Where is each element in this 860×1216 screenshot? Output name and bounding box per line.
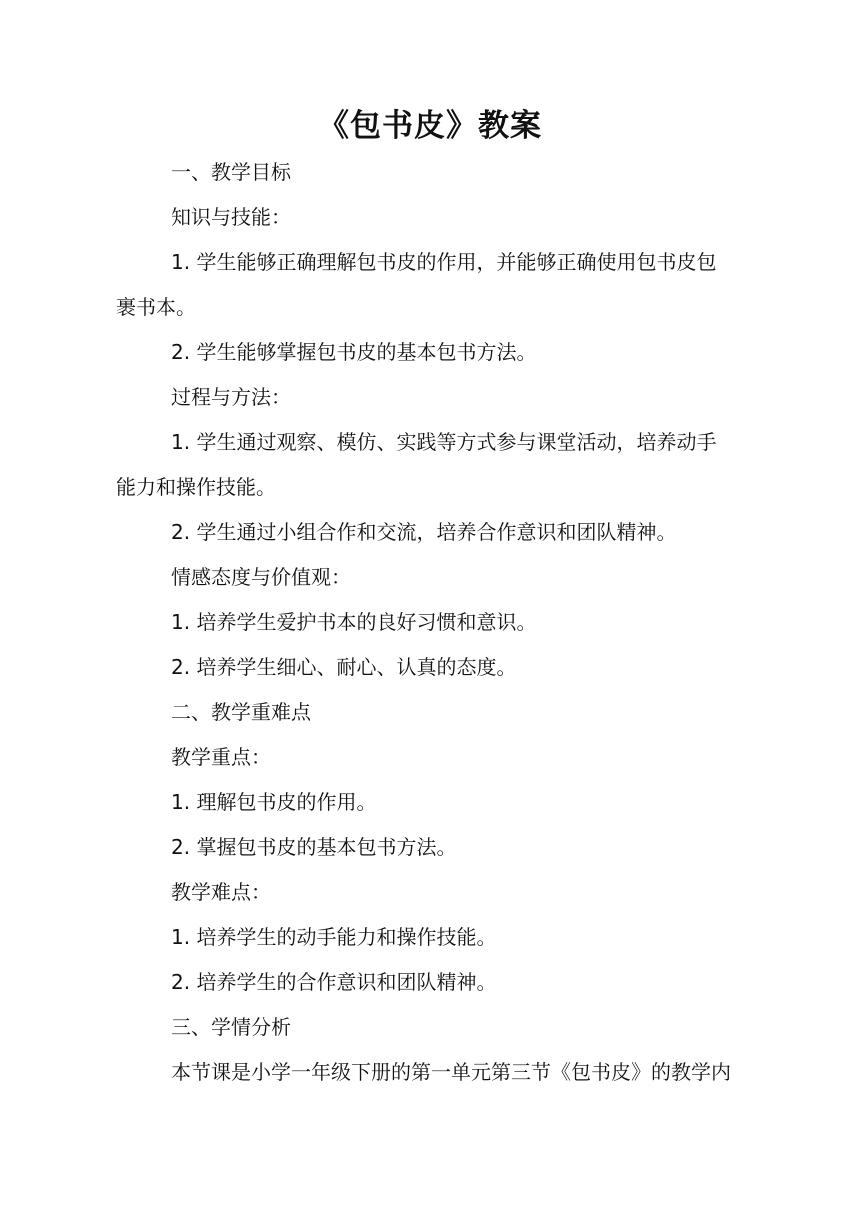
paragraph-item: 2. 培养学生的合作意识和团队精神。 [171,970,497,994]
subheading-knowledge-skills: 知识与技能： [171,205,291,229]
paragraph-item: 本节课是小学一年级下册的第一单元第三节《包书皮》的教学内 [171,1060,731,1084]
subheading-attitudes-values: 情感态度与价值观： [171,565,351,589]
subheading-difficulties: 教学难点： [171,880,271,904]
subheading-key-points: 教学重点： [171,745,271,769]
section-heading-key-points: 二、教学重难点 [171,700,311,724]
paragraph-item: 1. 培养学生的动手能力和操作技能。 [171,925,497,949]
paragraph-item: 1. 学生通过观察、模仿、实践等方式参与课堂活动，培养动手能力和操作技能。 [116,430,717,499]
section-heading-objectives: 一、教学目标 [171,160,291,184]
document-title: 《包书皮》教案 [318,108,542,144]
section-heading-student-analysis: 三、学情分析 [171,1015,291,1039]
paragraph-item: 2. 学生通过小组合作和交流，培养合作意识和团队精神。 [171,520,677,544]
paragraph-item: 1. 理解包书皮的作用。 [171,790,377,814]
paragraph-item: 1. 学生能够正确理解包书皮的作用，并能够正确使用包书皮包裹书本。 [116,250,717,319]
paragraph-item: 2. 掌握包书皮的基本包书方法。 [171,835,457,859]
subheading-process-methods: 过程与方法： [171,385,291,409]
paragraph-item: 2. 培养学生细心、耐心、认真的态度。 [171,655,517,679]
document-body [116,150,736,1095]
paragraph-item: 2. 学生能够掌握包书皮的基本包书方法。 [171,340,537,364]
paragraph-item: 1. 培养学生爱护书本的良好习惯和意识。 [171,610,537,634]
